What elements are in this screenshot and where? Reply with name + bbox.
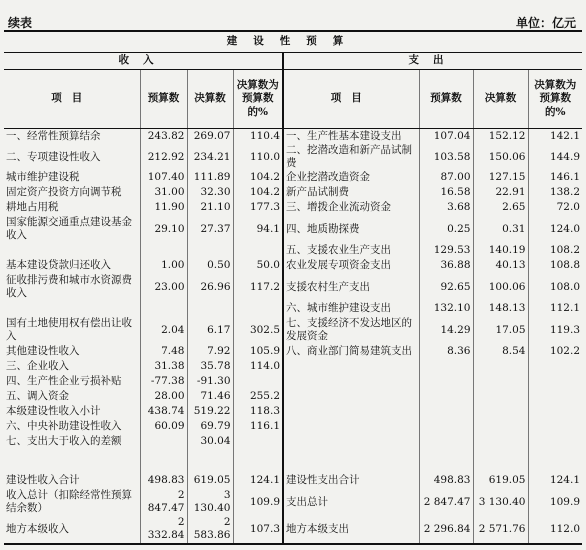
income-final-cell: 27.37: [187, 215, 233, 243]
income-item-cell: 地方本级收入: [4, 516, 140, 543]
budget-table: [4, 30, 582, 545]
expense-budget-cell: [419, 419, 473, 434]
income-budget-header: 预算数: [140, 70, 187, 129]
expense-budget-cell: 132.10: [419, 301, 473, 316]
income-pct-cell: 116.1: [233, 419, 283, 434]
expense-pct-cell: 102.2: [549, 345, 580, 358]
table-title: 建设性预算: [4, 31, 582, 53]
income-final-cell: 7.92: [187, 344, 233, 359]
expense-item-cell: [283, 359, 419, 374]
table-body: [4, 129, 582, 544]
income-budget-cell: 60.09: [140, 419, 187, 434]
expense-final-cell: [473, 404, 528, 419]
expense-item-cell: 七、支援经济不发达地区的发展资金: [283, 316, 419, 344]
expense-item-cell: [283, 434, 419, 449]
income-pct-cell: 109.9: [233, 488, 283, 516]
income-budget-cell: 2 332.84: [140, 516, 187, 543]
income-item-cell: 四、生产性企业亏损补贴: [4, 374, 140, 389]
expense-final-cell: 140.19: [473, 243, 528, 258]
income-budget-cell: 29.10: [140, 215, 187, 243]
expense-final-cell: [473, 374, 528, 389]
expense-budget-cell: [419, 434, 473, 449]
income-item-cell: 一、经常性预算结余: [4, 129, 140, 145]
income-final-cell: 26.96: [187, 273, 233, 301]
table-row: [4, 243, 582, 258]
expense-pct-header: 决算数为预算数的%: [528, 70, 582, 129]
expense-final-cell: 22.91: [473, 185, 528, 200]
income-final-cell: 6.17: [187, 316, 233, 344]
expense-item-cell: 新产品试制费: [283, 185, 419, 200]
expense-pct-cell: [528, 434, 582, 449]
expense-item-cell: [283, 419, 419, 434]
expense-budget-cell: 498.83: [419, 473, 473, 488]
table-row: [4, 359, 582, 374]
table-row: [4, 344, 582, 359]
income-budget-cell: 31.38: [140, 359, 187, 374]
expense-budget-cell: 129.53: [419, 243, 473, 258]
income-item-cell: 耕地占用税: [4, 200, 140, 215]
expense-item-cell: 建设性支出合计: [283, 473, 419, 488]
income-budget-cell: 243.82: [140, 129, 187, 145]
expense-budget-header: 预算数: [419, 70, 473, 129]
expense-item-cell: 企业挖潜改造资金: [283, 170, 419, 185]
expense-pct-cell: 144.9: [549, 150, 580, 163]
expense-budget-cell: 2 296.84: [419, 516, 473, 543]
income-final-cell: 111.89: [187, 170, 233, 185]
income-final-cell: 32.30: [187, 185, 233, 200]
table-row: [4, 170, 582, 185]
expense-budget-cell: [419, 359, 473, 374]
expense-item-cell: 农业发展专项资金支出: [283, 258, 419, 273]
unit-label: 单位：亿元: [515, 16, 576, 30]
income-final-cell: [187, 243, 233, 258]
income-final-cell: 71.46: [187, 389, 233, 404]
expense-final-cell: 0.31: [473, 215, 528, 243]
income-final-cell: [187, 301, 233, 316]
income-final-cell: 269.07: [187, 129, 233, 145]
expense-pct-cell: 124.1: [549, 474, 580, 487]
table-row: [4, 129, 582, 145]
income-budget-cell: 1.00: [140, 258, 187, 273]
expense-budget-cell: 8.36: [419, 344, 473, 359]
expense-item-cell: 支出总计: [283, 488, 419, 516]
expense-final-cell: 17.05: [473, 316, 528, 344]
table-row: [4, 389, 582, 404]
expense-pct-cell: [528, 419, 582, 434]
income-item-cell: 固定资产投资方向调节税: [4, 185, 140, 200]
income-budget-cell: 107.40: [140, 170, 187, 185]
income-final-header: 决算数: [187, 70, 233, 129]
expense-pct-cell: 142.1: [549, 129, 580, 142]
income-budget-cell: 28.00: [140, 389, 187, 404]
expense-budget-cell: 103.58: [419, 144, 473, 170]
expense-item-header: 项目: [283, 70, 419, 129]
income-budget-cell: 212.92: [140, 144, 187, 170]
expense-final-cell: 150.06: [473, 144, 528, 170]
expense-final-cell: 40.13: [473, 258, 528, 273]
income-item-cell: 其他建设性收入: [4, 344, 140, 359]
income-header: 收入: [4, 53, 283, 70]
table-row: [4, 200, 582, 215]
expense-budget-cell: 92.65: [419, 273, 473, 301]
income-pct-cell: 302.5: [233, 316, 283, 344]
expense-item-cell: [283, 374, 419, 389]
table-row: [4, 273, 582, 301]
income-budget-cell: [140, 243, 187, 258]
income-budget-cell: -77.38: [140, 374, 187, 389]
expense-pct-cell: 124.0: [549, 222, 580, 235]
income-final-cell: 2 583.86: [187, 516, 233, 543]
income-budget-cell: 7.48: [140, 344, 187, 359]
column-header-row: [4, 70, 582, 129]
expense-item-cell: 二、挖潜改造和新产品试制费: [283, 144, 419, 170]
income-item-cell: 征收排污费和城市水资源费收入: [4, 273, 140, 301]
expense-pct-cell: 146.1: [549, 171, 580, 184]
income-pct-cell: 124.1: [233, 473, 283, 488]
income-pct-cell: [233, 374, 283, 389]
income-budget-cell: [140, 434, 187, 449]
expense-budget-cell: [419, 374, 473, 389]
expense-final-header: 决算数: [473, 70, 528, 129]
table-title-row: [4, 31, 582, 53]
table-row: [4, 185, 582, 200]
income-item-cell: [4, 301, 140, 316]
income-pct-cell: 110.0: [233, 144, 283, 170]
expense-final-cell: 148.13: [473, 301, 528, 316]
expense-budget-cell: 3.68: [419, 200, 473, 215]
income-budget-cell: 438.74: [140, 404, 187, 419]
income-budget-cell: [140, 301, 187, 316]
income-budget-cell: 2 847.47: [140, 488, 187, 516]
table-row: [4, 316, 582, 344]
income-budget-cell: 2.04: [140, 316, 187, 344]
expense-budget-cell: [419, 389, 473, 404]
table-row: [4, 215, 582, 243]
income-final-cell: 619.05: [187, 473, 233, 488]
income-final-cell: 519.22: [187, 404, 233, 419]
expense-item-cell: 六、城市维护建设支出: [283, 301, 419, 316]
expense-final-cell: 2 571.76: [473, 516, 528, 543]
income-pct-cell: 110.4: [233, 129, 283, 145]
expense-budget-cell: 0.25: [419, 215, 473, 243]
expense-final-cell: 100.06: [473, 273, 528, 301]
expense-final-cell: [473, 419, 528, 434]
income-item-cell: 国有土地使用权有偿出让收入: [4, 316, 140, 344]
expense-budget-cell: 16.58: [419, 185, 473, 200]
income-item-cell: 七、支出大于收入的差额: [4, 434, 140, 449]
table-row: [4, 434, 582, 449]
table-row: [4, 516, 582, 543]
income-item-cell: [4, 243, 140, 258]
expense-header: 支出: [283, 53, 582, 70]
income-final-cell: -91.30: [187, 374, 233, 389]
income-pct-cell: 104.2: [233, 185, 283, 200]
table-row: [4, 488, 582, 516]
income-pct-cell: 50.0: [233, 258, 283, 273]
expense-final-cell: [473, 434, 528, 449]
income-pct-cell: 107.3: [233, 516, 283, 543]
income-item-cell: 六、中央补助建设性收入: [4, 419, 140, 434]
spacer-row: [4, 449, 582, 473]
continued-label: 续表: [8, 16, 33, 30]
expense-budget-cell: 87.00: [419, 170, 473, 185]
expense-budget-cell: 14.29: [419, 316, 473, 344]
expense-final-cell: 8.54: [473, 344, 528, 359]
income-pct-cell: 177.3: [233, 200, 283, 215]
income-final-cell: 234.21: [187, 144, 233, 170]
expense-final-cell: 127.15: [473, 170, 528, 185]
table-row: [4, 374, 582, 389]
income-pct-cell: 118.3: [233, 404, 283, 419]
expense-budget-cell: [419, 404, 473, 419]
income-pct-cell: 114.0: [233, 359, 283, 374]
expense-pct-cell: 119.3: [549, 323, 580, 336]
income-pct-cell: 255.2: [233, 389, 283, 404]
income-pct-cell: 105.9: [233, 344, 283, 359]
income-item-cell: 本级建设性收入小计: [4, 404, 140, 419]
income-pct-cell: [233, 243, 283, 258]
expense-item-cell: 一、生产性基本建设支出: [283, 129, 419, 145]
expense-final-cell: 2.65: [473, 200, 528, 215]
section-header-row: [4, 53, 582, 70]
expense-final-cell: 152.12: [473, 129, 528, 145]
income-item-header: 项目: [4, 70, 140, 129]
table-row: [4, 144, 582, 170]
expense-budget-cell: 107.04: [419, 129, 473, 145]
income-budget-cell: 11.90: [140, 200, 187, 215]
expense-budget-cell: 2 847.47: [419, 488, 473, 516]
income-pct-cell: 117.2: [233, 273, 283, 301]
expense-final-cell: [473, 359, 528, 374]
expense-final-cell: [473, 389, 528, 404]
expense-item-cell: 四、地质勘探费: [283, 215, 419, 243]
expense-item-cell: 支援农村生产支出: [283, 273, 419, 301]
income-pct-cell: [233, 434, 283, 449]
income-item-cell: 建设性收入合计: [4, 473, 140, 488]
income-final-cell: 35.78: [187, 359, 233, 374]
income-budget-cell: 31.00: [140, 185, 187, 200]
income-pct-header: 决算数为预算数的%: [233, 70, 283, 129]
expense-pct-cell: 108.0: [549, 280, 580, 293]
income-final-cell: 30.04: [187, 434, 233, 449]
income-item-cell: 国家能源交通重点建设基金收入: [4, 215, 140, 243]
income-item-cell: 收入总计（扣除经常性预算结余数）: [4, 488, 140, 516]
expense-item-cell: 五、支援农业生产支出: [283, 243, 419, 258]
income-item-cell: 基本建设贷款归还收入: [4, 258, 140, 273]
expense-pct-cell: 109.9: [549, 495, 580, 508]
expense-final-cell: 3 130.40: [473, 488, 528, 516]
expense-pct-cell: 112.1: [549, 302, 580, 315]
table-row: [4, 258, 582, 273]
income-final-cell: 0.50: [187, 258, 233, 273]
expense-pct-cell: [528, 359, 582, 374]
expense-pct-cell: [528, 389, 582, 404]
expense-item-cell: 地方本级支出: [283, 516, 419, 543]
expense-pct-cell: 108.8: [549, 259, 580, 272]
income-final-cell: 21.10: [187, 200, 233, 215]
expense-pct-cell: 138.2: [549, 186, 580, 199]
income-pct-cell: 104.2: [233, 170, 283, 185]
expense-item-cell: [283, 404, 419, 419]
expense-item-cell: 八、商业部门简易建筑支出: [283, 344, 419, 359]
expense-pct-cell: 72.0: [556, 201, 580, 214]
table-row: [4, 404, 582, 419]
income-pct-cell: 94.1: [233, 215, 283, 243]
income-budget-cell: 23.00: [140, 273, 187, 301]
income-budget-cell: 498.83: [140, 473, 187, 488]
income-item-cell: 五、调入资金: [4, 389, 140, 404]
expense-pct-cell: 108.2: [549, 244, 580, 257]
income-item-cell: 城市维护建设税: [4, 170, 140, 185]
expense-budget-cell: 36.88: [419, 258, 473, 273]
income-item-cell: 二、专项建设性收入: [4, 144, 140, 170]
expense-item-cell: [283, 389, 419, 404]
expense-final-cell: 619.05: [473, 473, 528, 488]
expense-pct-cell: 112.0: [528, 516, 582, 543]
table-row: [4, 301, 582, 316]
expense-item-cell: 三、增拨企业流动资金: [283, 200, 419, 215]
table-row: [4, 473, 582, 488]
income-final-cell: 69.79: [187, 419, 233, 434]
expense-pct-cell: [528, 404, 582, 419]
expense-pct-cell: [528, 374, 582, 389]
table-row: [4, 419, 582, 434]
income-item-cell: 三、企业收入: [4, 359, 140, 374]
income-pct-cell: [233, 301, 283, 316]
income-final-cell: 3 130.40: [187, 488, 233, 516]
